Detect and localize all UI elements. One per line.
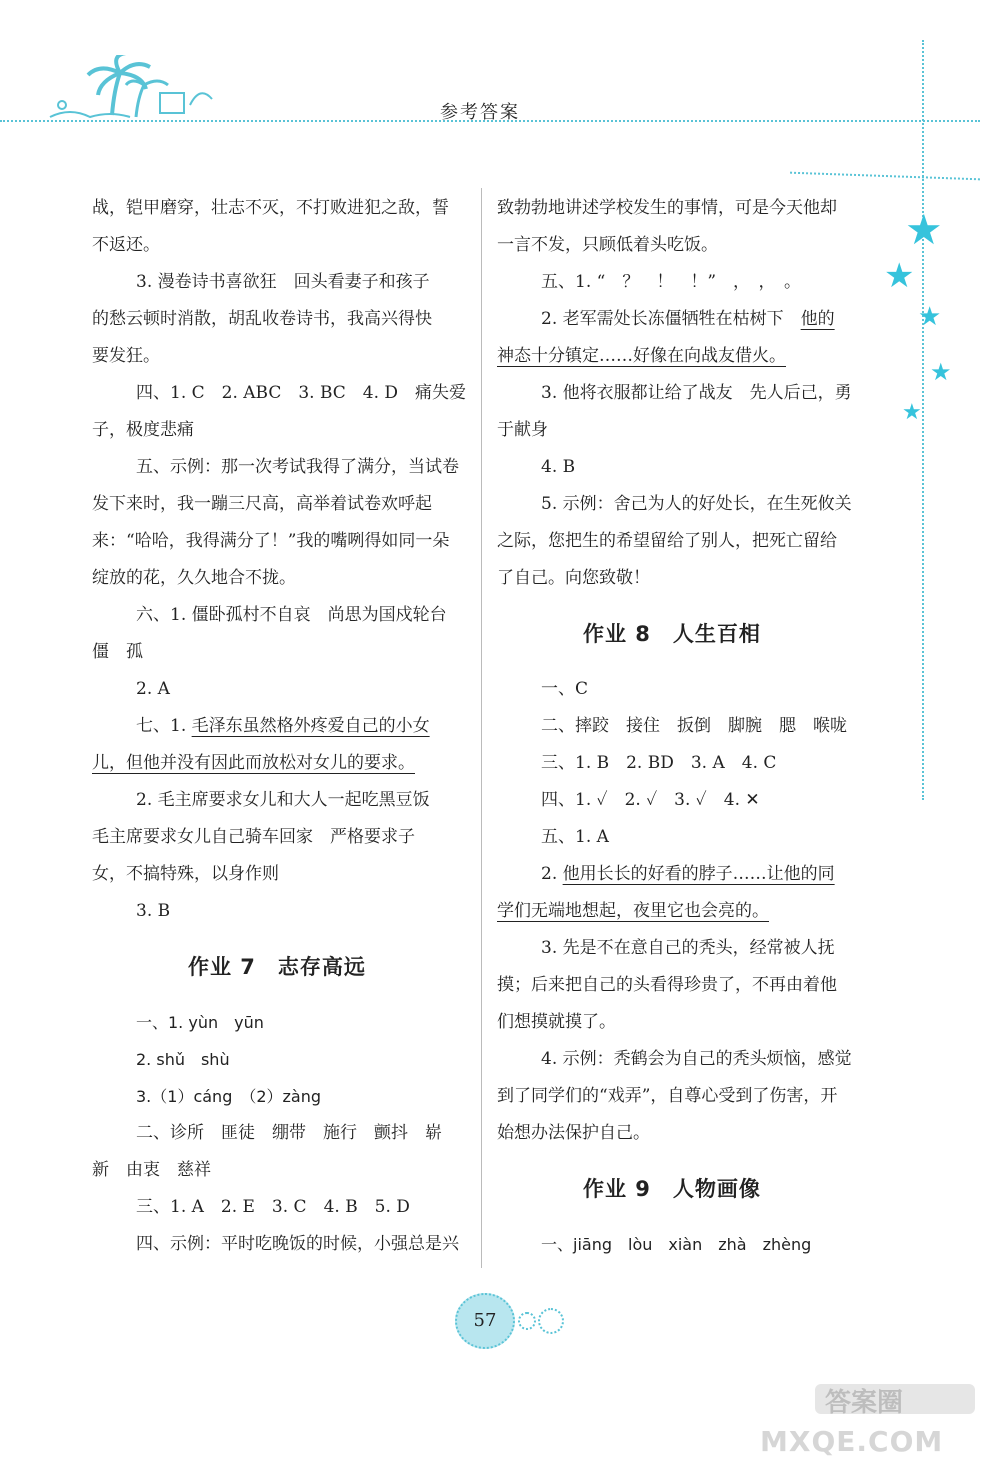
answer-line (497, 893, 872, 930)
answer-line (497, 560, 872, 597)
answer-text: 四、1. C 2. ABC 3. BC 4. D 痛失爱 (136, 383, 467, 403)
answer-text: 于献身 (497, 420, 548, 440)
answer-text: 4. 示例：秃鹤会为自己的秃头烦恼，感觉 (541, 1049, 852, 1069)
answer-text: 子，极度悲痛 (92, 420, 194, 440)
answer-line (92, 1004, 467, 1041)
answer-text: 一、C (541, 679, 589, 699)
answer-line (92, 227, 467, 264)
section-heading: 作业 7 志存高远 (188, 955, 366, 979)
answer-line (92, 412, 467, 449)
answer-text: 二、诊所 匪徒 绷带 施行 颤抖 崭 (136, 1123, 442, 1143)
answer-prefix: 2. 老军需处长冻僵牺牲在枯树下 (541, 309, 801, 329)
answer-line (92, 560, 467, 597)
watermark-logo-text: 答案圈 (825, 1388, 904, 1418)
star-icon: ★ (930, 358, 952, 386)
answer-text: 始想办法保护自己。 (497, 1123, 650, 1143)
answer-line (92, 338, 467, 375)
answer-line (497, 190, 872, 227)
answer-text: 3. B (136, 901, 171, 921)
answer-prefix: 七、1. (136, 716, 192, 736)
underlined-answer-text: 毛泽东虽然格外疼爱自己的小女 (191, 716, 430, 736)
answer-text: 新 由衷 慈祥 (92, 1160, 211, 1180)
answer-text: 二、摔跤 接住 扳倒 脚腕 腮 喉咙 (541, 716, 847, 736)
column-divider (481, 188, 482, 1268)
answer-line (497, 671, 872, 708)
answer-line (497, 449, 872, 486)
answer-text: 三、1. A 2. E 3. C 4. B 5. D (136, 1197, 410, 1217)
answer-line (92, 1078, 467, 1115)
answer-text: 绽放的花，久久地合不拢。 (92, 568, 296, 588)
answer-text: 来：“哈哈，我得满分了！”我的嘴咧得如同一朵 (92, 531, 450, 551)
underlined-answer-text: 神态十分镇定……好像在向战友借火。 (497, 346, 786, 366)
answer-line (497, 745, 872, 782)
answer-text: 五、1. “ ？ ！ ！” ， ， 。 (541, 272, 802, 292)
answer-line (497, 1115, 872, 1152)
answer-text: 3.（1）cáng （2）zàng (136, 1087, 322, 1106)
answer-line (92, 745, 467, 782)
header-divider-2 (790, 172, 980, 181)
answer-line (92, 708, 467, 745)
answer-line (92, 1041, 467, 1078)
right-column (497, 190, 872, 1263)
answer-text: 四、示例：平时吃晚饭的时候，小强总是兴 (136, 1234, 459, 1254)
answer-text: 2. A (136, 679, 170, 699)
answer-text: 一言不发，只顾低着头吃饭。 (497, 235, 718, 255)
header-divider (0, 120, 980, 122)
answer-text: 女，不搞特殊，以身作则 (92, 864, 279, 884)
answer-text: 2. 毛主席要求女儿和大人一起吃黑豆饭 (136, 790, 430, 810)
answer-text: 致勃勃地讲述学校发生的事情，可是今天他却 (497, 198, 837, 218)
answer-line (92, 449, 467, 486)
bubble-icon (538, 1308, 564, 1334)
answer-line (92, 782, 467, 819)
page-number: 57 (455, 1293, 515, 1349)
answer-line (92, 301, 467, 338)
watermark-text: MXQE.COM (760, 1425, 944, 1458)
answer-line (497, 301, 872, 338)
answer-text: 到了同学们的“戏弄”，自尊心受到了伤害，开 (497, 1086, 838, 1106)
answer-line (92, 1189, 467, 1226)
answer-line (497, 1004, 872, 1041)
answer-line (92, 634, 467, 671)
answer-line (497, 375, 872, 412)
palm-tree-logo (40, 55, 230, 125)
answer-line (497, 708, 872, 745)
answer-line (497, 486, 872, 523)
answer-line (497, 338, 872, 375)
answer-line (92, 1226, 467, 1263)
answer-text: 一、jiāng lòu xiàn zhà zhèng (541, 1235, 812, 1254)
bubble-icon (518, 1312, 536, 1330)
underlined-answer-text: 儿，但他并没有因此而放松对女儿的要求。 (92, 753, 415, 773)
star-icon: ★ (884, 256, 915, 296)
answer-line (92, 486, 467, 523)
star-icon: ★ (902, 400, 922, 425)
answer-text: 3. 先是不在意自己的秃头，经常被人抚 (541, 938, 835, 958)
answer-line (497, 967, 872, 1004)
answer-line (497, 819, 872, 856)
answer-line (497, 1226, 872, 1263)
answer-line (92, 597, 467, 634)
answer-text: 2. shǔ shù (136, 1050, 230, 1069)
answer-line (92, 819, 467, 856)
answer-text: 3. 漫卷诗书喜欲狂 回头看妻子和孩子 (136, 272, 430, 292)
answer-line (497, 523, 872, 560)
answer-text: 们想摸就摸了。 (497, 1012, 616, 1032)
answer-text: 六、1. 僵卧孤村不自哀 尚思为国戍轮台 (136, 605, 447, 625)
underlined-answer-text: 学们无端地想起，夜里它也会亮的。 (497, 901, 769, 921)
answer-line (497, 1078, 872, 1115)
margin-line (922, 40, 924, 800)
section-heading: 作业 9 人物画像 (583, 1177, 761, 1201)
answer-text: 战，铠甲磨穿，壮志不灭，不打败进犯之敌，誓 (92, 198, 449, 218)
underlined-answer-text: 他的 (800, 309, 835, 329)
header-title: 参考答案 (440, 102, 520, 123)
answer-text: 四、1. ✓ 2. ✓ 3. ✓ 4. ✕ (541, 790, 760, 810)
answer-line (497, 412, 872, 449)
section-heading: 作业 8 人生百相 (583, 622, 761, 646)
answer-text: 的愁云顿时消散，胡乱收卷诗书，我高兴得快 (92, 309, 432, 329)
answer-line (92, 856, 467, 893)
answer-line (92, 893, 467, 930)
answer-text: 要发狂。 (92, 346, 160, 366)
answer-line (92, 375, 467, 412)
underlined-answer-text: 他用长长的好看的脖子……让他的同 (562, 864, 835, 884)
answer-text: 五、示例：那一次考试我得了满分，当试卷 (136, 457, 459, 477)
answer-text: 僵 孤 (92, 642, 143, 662)
answer-line (497, 227, 872, 264)
answer-text: 3. 他将衣服都让给了战友 先人后己，勇 (541, 383, 852, 403)
answer-text: 4. B (541, 457, 576, 477)
answer-line (497, 782, 872, 819)
answer-text: 了自己。向您致敬！ (497, 568, 650, 588)
answer-line (92, 1152, 467, 1189)
answer-line (497, 264, 872, 301)
answer-text: 毛主席要求女儿自己骑车回家 严格要求子 (92, 827, 415, 847)
answer-text: 5. 示例：舍己为人的好处长，在生死攸关 (541, 494, 852, 514)
answer-text: 发下来时，我一蹦三尺高，高举着试卷欢呼起 (92, 494, 432, 514)
answer-line (497, 930, 872, 967)
answer-text: 之际，您把生的希望留给了别人，把死亡留给 (497, 531, 837, 551)
answer-line (92, 264, 467, 301)
answer-line (497, 856, 872, 893)
star-icon: ★ (905, 205, 943, 254)
answer-line (92, 1115, 467, 1152)
answer-line (92, 523, 467, 560)
answer-line (497, 1041, 872, 1078)
left-column (92, 190, 467, 1263)
answer-text: 摸；后来把自己的头看得珍贵了，不再由着他 (497, 975, 837, 995)
answer-text: 三、1. B 2. BD 3. A 4. C (541, 753, 777, 773)
answer-line (92, 190, 467, 227)
answer-prefix: 2. (541, 864, 563, 884)
answer-text: 五、1. A (541, 827, 609, 847)
answer-text: 不返还。 (92, 235, 160, 255)
star-icon: ★ (918, 302, 942, 332)
answer-text: 一、1. yùn yūn (136, 1013, 264, 1032)
answer-line (92, 671, 467, 708)
